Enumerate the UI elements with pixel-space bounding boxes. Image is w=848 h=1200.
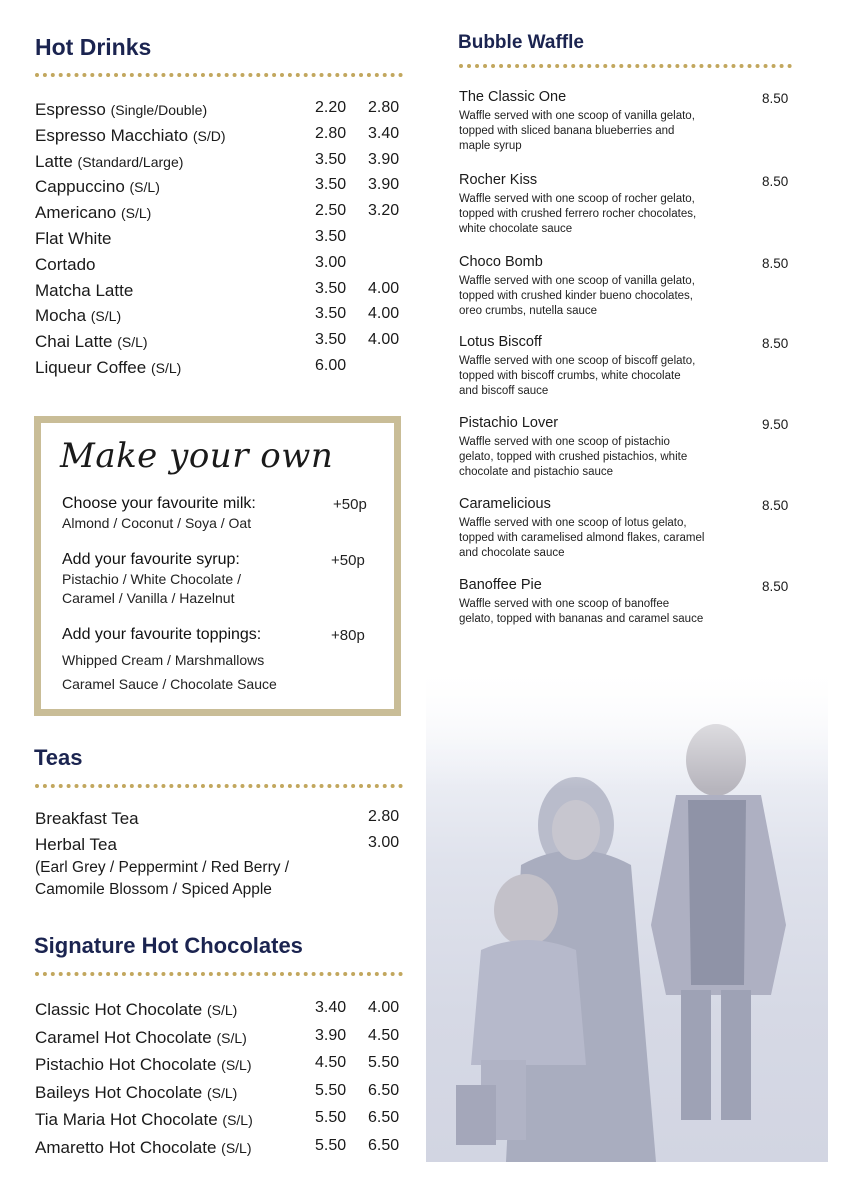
hot-chocolate-item [35, 1110, 253, 1130]
milk-options: Almond / Coconut / Soya / Oat [62, 515, 252, 531]
hot-drink-price-small: 3.50 [315, 305, 347, 323]
waffle-description-line: gelato, topped with crushed pistachios, white [459, 451, 688, 463]
hot-chocolate-item [35, 1028, 247, 1048]
hot-drink-name: Latte [35, 151, 73, 171]
waffle-name: The Classic One [459, 89, 567, 105]
herbal-options-line1: (Earl Grey / Peppermint / Red Berry / [35, 859, 290, 876]
hot-chocolate-price-large: 4.50 [368, 1026, 400, 1044]
waffle-description [459, 435, 754, 480]
hot-drink-name: Espresso Macchiato [35, 125, 189, 145]
hot-chocolates-divider [35, 972, 403, 976]
hot-drink-item [35, 358, 181, 378]
syrup-options-line2: Caramel / Vanilla / Hazelnut [62, 590, 235, 606]
toppings-heading: Add your favourite toppings: [62, 626, 262, 643]
hot-drink-item [35, 281, 133, 301]
waffle-description-line: and chocolate sauce [459, 547, 565, 559]
teas-title: Teas [34, 745, 83, 770]
vintage-family-photo [426, 665, 828, 1162]
waffle-description-line: Waffle served with one scoop of lotus gelato, [459, 517, 687, 529]
hot-chocolate-price-small: 3.40 [315, 999, 347, 1016]
hot-drink-price-large: 4.00 [368, 331, 400, 349]
waffle-description-line: topped with biscoff crumbs, white chocolate [459, 370, 681, 382]
tea-item [35, 835, 117, 855]
hot-drink-size-note: (S/L) [150, 360, 182, 376]
hot-chocolate-name: Pistachio Hot Chocolate [35, 1055, 217, 1075]
hot-drink-price-large: 3.90 [368, 176, 400, 194]
hot-drink-size-note: (Standard/Large) [77, 153, 184, 170]
hot-chocolate-name: Baileys Hot Chocolate [35, 1082, 203, 1102]
waffle-description [459, 354, 754, 399]
hot-drink-price-small: 3.00 [315, 253, 347, 271]
hot-drink-name: Chai Latte [35, 332, 113, 352]
hot-drink-price-small: 3.50 [315, 279, 347, 297]
bubble-waffle-title: Bubble Waffle [458, 32, 584, 53]
tea-item [35, 809, 139, 829]
hot-drink-name: Americano [35, 203, 117, 223]
waffle-description-line: Waffle served with one scoop of pistachio [459, 436, 670, 448]
hot-drinks-title: Hot Drinks [35, 34, 152, 60]
waffle-price: 8.50 [762, 174, 789, 189]
hot-chocolate-size-note: (S/L) [206, 1002, 238, 1018]
waffle-description-line: and biscoff sauce [459, 385, 549, 397]
hot-drink-name: Liqueur Coffee [35, 358, 147, 377]
waffle-price: 8.50 [762, 91, 789, 106]
waffle-price: 9.50 [762, 417, 789, 432]
hot-drink-item [35, 203, 151, 223]
hot-drink-name: Cappuccino [35, 177, 125, 197]
waffle-price: 8.50 [762, 579, 789, 594]
hot-drink-name: Mocha [35, 306, 87, 326]
hot-drink-item [35, 100, 207, 120]
waffle-name: Caramelicious [459, 496, 551, 512]
syrup-heading: Add your favourite syrup: [62, 551, 240, 568]
waffle-name: Pistachio Lover [459, 415, 559, 431]
waffle-description-line: Waffle served with one scoop of biscoff gelato, [459, 355, 696, 367]
hot-drink-name: Matcha Latte [35, 280, 134, 300]
waffle-description-line: gelato, topped with bananas and caramel sauce [459, 613, 704, 625]
hot-drink-size-note: (S/L) [117, 334, 148, 351]
syrup-options-line1: Pistachio / White Chocolate / [62, 571, 241, 587]
waffle-name: Banoffee Pie [459, 577, 542, 593]
hot-chocolate-item [35, 1083, 237, 1103]
waffle-description-line: topped with caramelised almond flakes, caramel [459, 532, 705, 544]
syrup-price: +50p [331, 552, 365, 569]
toppings-options-line1: Whipped Cream / Marshmallows [62, 652, 265, 668]
hot-chocolate-price-small: 3.90 [315, 1026, 347, 1044]
bubble-waffle-divider [459, 64, 792, 68]
hot-chocolate-price-small: 5.50 [315, 1137, 347, 1154]
hot-drink-price-large: 3.20 [368, 202, 400, 220]
hot-chocolate-size-note: (S/L) [221, 1140, 252, 1156]
milk-price: +50p [333, 496, 367, 513]
herbal-options-line2: Camomile Blossom / Spiced Apple [35, 881, 272, 898]
hot-chocolate-price-small: 5.50 [315, 1081, 347, 1099]
waffle-description-line: Waffle served with one scoop of banoffee [459, 598, 670, 610]
toppings-options-line2: Caramel Sauce / Chocolate Sauce [62, 676, 277, 692]
hot-drink-item [35, 152, 183, 172]
hot-drink-price-large: 3.40 [368, 124, 400, 142]
hot-drink-size-note: (S/L) [129, 179, 160, 196]
hot-drink-price-small: 3.50 [315, 331, 347, 349]
hot-drink-size-note: (S/D) [192, 127, 226, 144]
hot-chocolate-size-note: (S/L) [207, 1084, 238, 1101]
hot-drink-name: Espresso [35, 100, 106, 119]
hot-drink-price-small: 2.50 [315, 202, 347, 220]
hot-drink-name: Flat White [35, 229, 112, 248]
waffle-description-line: topped with crushed ferrero rocher chocolates, [459, 208, 697, 220]
hot-drinks-divider [35, 73, 403, 77]
hot-chocolate-price-large: 6.50 [368, 1081, 400, 1099]
teas-divider [35, 784, 403, 788]
hot-drink-size-note: (S/L) [90, 308, 122, 325]
hot-chocolates-title: Signature Hot Chocolates [34, 933, 303, 958]
hot-drink-price-large: 4.00 [368, 305, 400, 323]
waffle-description [459, 192, 754, 237]
waffle-name: Choco Bomb [459, 254, 543, 270]
hot-drink-item [35, 332, 148, 352]
tea-name: Herbal Tea [35, 835, 117, 854]
hot-drink-price-large: 4.00 [368, 279, 400, 297]
make-your-own-title: Make your own [60, 436, 334, 476]
waffle-description-line: topped with sliced banana blueberries and [459, 125, 675, 137]
waffle-description-line: chocolate and pistachio sauce [459, 466, 614, 478]
tea-name: Breakfast Tea [35, 809, 139, 828]
hot-chocolate-price-small: 4.50 [315, 1054, 347, 1072]
hot-chocolate-size-note: (S/L) [221, 1057, 252, 1074]
hot-chocolate-price-small: 5.50 [315, 1109, 347, 1127]
hot-chocolate-item [35, 1138, 252, 1158]
hot-drink-price-large: 2.80 [368, 99, 400, 116]
hot-drink-size-note: (Single/Double) [110, 102, 208, 118]
hot-drink-price-small: 6.00 [315, 357, 347, 374]
hot-drink-item [35, 126, 225, 146]
waffle-name: Rocher Kiss [459, 172, 538, 188]
hot-drink-price-small: 2.20 [315, 99, 347, 116]
waffle-price: 8.50 [762, 256, 789, 271]
waffle-description-line: Waffle served with one scoop of vanilla gelato, [459, 275, 695, 287]
hot-chocolate-price-large: 5.50 [368, 1054, 400, 1072]
waffle-description [459, 597, 754, 627]
waffle-description-line: topped with crushed kinder bueno chocolates, [459, 290, 693, 302]
hot-chocolate-size-note: (S/L) [216, 1029, 247, 1046]
hot-chocolate-price-large: 4.00 [368, 999, 400, 1016]
waffle-price: 8.50 [762, 498, 789, 513]
waffle-description-line: Waffle served with one scoop of rocher gelato, [459, 193, 695, 205]
tea-price: 2.80 [368, 808, 400, 825]
waffle-description-line: oreo crumbs, nutella sauce [459, 305, 598, 317]
hot-chocolate-price-large: 6.50 [368, 1109, 400, 1127]
hot-chocolate-name: Amaretto Hot Chocolate [35, 1138, 217, 1157]
hot-drink-item [35, 177, 160, 197]
waffle-description [459, 274, 754, 319]
hot-drink-item [35, 306, 121, 326]
waffle-description [459, 516, 754, 561]
waffle-description-line: white chocolate sauce [459, 223, 573, 235]
waffle-price: 8.50 [762, 336, 789, 351]
hot-chocolate-name: Caramel Hot Chocolate [35, 1027, 212, 1047]
hot-chocolate-item [35, 1055, 252, 1075]
waffle-description-line: Waffle served with one scoop of vanilla gelato, [459, 110, 695, 122]
hot-drink-price-small: 3.50 [315, 228, 347, 245]
hot-chocolate-name: Tia Maria Hot Chocolate [35, 1110, 218, 1130]
toppings-price: +80p [331, 627, 365, 644]
milk-heading: Choose your favourite milk: [62, 495, 256, 512]
hot-drink-price-large: 3.90 [368, 150, 400, 168]
hot-drink-item [35, 255, 95, 275]
waffle-name: Lotus Biscoff [459, 334, 542, 350]
waffle-description [459, 109, 754, 154]
hot-chocolate-size-note: (S/L) [222, 1112, 253, 1129]
hot-drink-name: Cortado [35, 254, 96, 274]
hot-chocolate-price-large: 6.50 [368, 1137, 400, 1154]
hot-drink-item [35, 229, 112, 249]
hot-chocolate-item [35, 1000, 237, 1020]
hot-chocolate-name: Classic Hot Chocolate [35, 1000, 203, 1019]
hot-drink-size-note: (S/L) [121, 205, 152, 222]
waffle-description-line: maple syrup [459, 140, 522, 152]
hot-drink-price-small: 2.80 [315, 124, 347, 142]
hot-drink-price-small: 3.50 [315, 150, 347, 168]
hot-drink-price-small: 3.50 [315, 176, 347, 194]
tea-price: 3.00 [368, 834, 400, 851]
